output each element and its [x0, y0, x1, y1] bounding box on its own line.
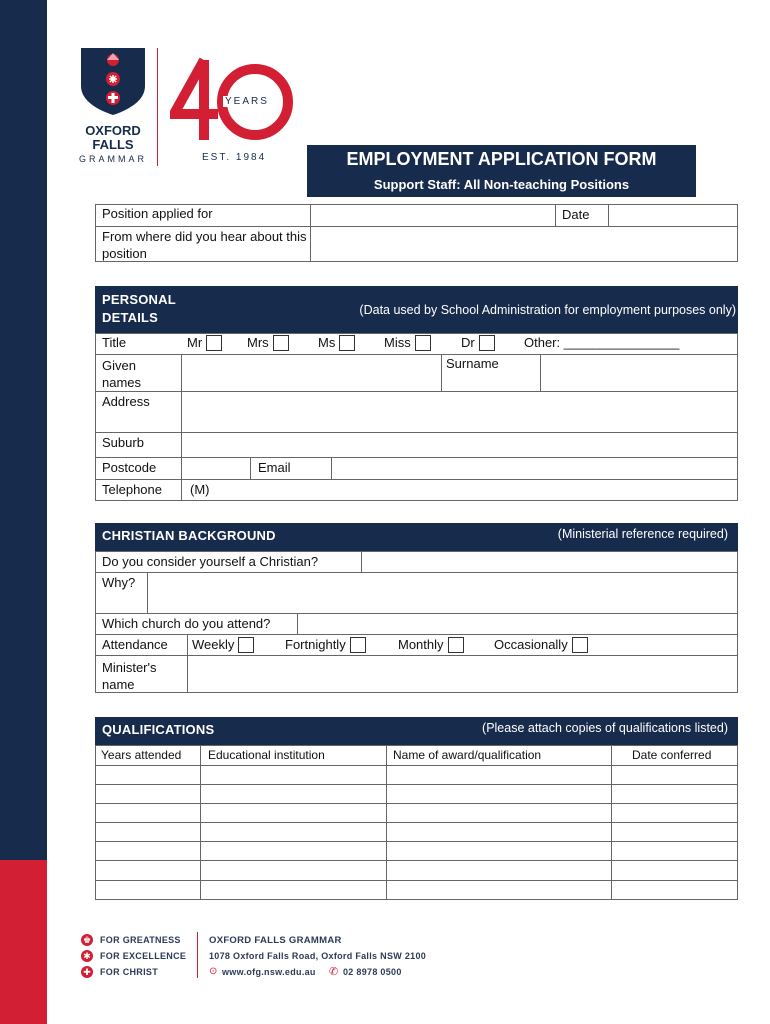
- phone-icon: ✆: [329, 966, 339, 978]
- why-label: Why?: [102, 575, 136, 590]
- years-label: YEARS: [225, 96, 269, 107]
- location-pin-icon: ⊙: [209, 966, 218, 977]
- footer-divider: [197, 932, 198, 978]
- surname-label: Surname: [446, 356, 499, 371]
- title-label: Title: [102, 335, 127, 350]
- greatness-icon: ♚: [82, 935, 92, 945]
- address-label: Address: [102, 394, 150, 409]
- personal-heading-line2: DETAILS: [102, 310, 159, 325]
- excellence-icon: ✱: [81, 950, 93, 962]
- motto-excellence: FOR EXCELLENCE: [100, 951, 187, 961]
- personal-details-header: [95, 286, 738, 333]
- footer-website[interactable]: www.ofg.nsw.edu.au: [222, 967, 316, 977]
- telephone-label: Telephone: [102, 482, 162, 497]
- christian-background-header: [95, 523, 738, 551]
- surname-input[interactable]: [542, 356, 736, 390]
- school-name: OXFORD FALLS GRAMMAR: [79, 123, 147, 164]
- address-input[interactable]: [183, 393, 736, 431]
- hear-about-label: From where did you hear about this position: [102, 229, 307, 261]
- col-date-conferred: Date conferred: [632, 748, 712, 762]
- date-input[interactable]: [610, 206, 736, 224]
- church-label: Which church do you attend?: [102, 616, 271, 631]
- date-label: Date: [562, 207, 590, 222]
- monthly-checkbox[interactable]: [448, 637, 464, 653]
- fortnightly-checkbox[interactable]: [350, 637, 366, 653]
- given-names-label: Given names: [102, 358, 142, 390]
- ms-checkbox[interactable]: [339, 335, 355, 351]
- position-applied-label: Position applied for: [102, 206, 213, 221]
- qualifications-note: (Please attach copies of qualifications listed): [482, 721, 728, 735]
- footer-school-name: OXFORD FALLS GRAMMAR: [209, 935, 342, 946]
- personal-note: (Data used by School Administration for employment purposes only): [359, 303, 736, 317]
- church-input[interactable]: [299, 615, 736, 633]
- motto-greatness: FOR GREATNESS: [100, 935, 181, 945]
- weekly-checkbox[interactable]: [238, 637, 254, 653]
- miss-checkbox[interactable]: [415, 335, 431, 351]
- minister-name-label: Minister's name: [102, 660, 157, 692]
- attendance-weekly[interactable]: Weekly: [192, 637, 254, 653]
- title-other-field[interactable]: Other: ________________: [524, 335, 680, 350]
- suburb-label: Suburb: [102, 435, 144, 450]
- qualifications-heading: QUALIFICATIONS: [102, 722, 215, 737]
- side-bar-navy: [0, 0, 47, 860]
- postcode-label: Postcode: [102, 460, 157, 475]
- side-bar-red: [0, 860, 47, 1024]
- logo-divider: [157, 48, 158, 166]
- motto-christ: FOR CHRIST: [100, 967, 158, 977]
- school-crest-icon: [78, 46, 148, 116]
- given-names-input[interactable]: [183, 356, 439, 390]
- attendance-monthly[interactable]: Monthly: [398, 637, 464, 653]
- form-title: EMPLOYMENT APPLICATION FORM: [346, 149, 657, 169]
- position-applied-input[interactable]: [312, 206, 553, 224]
- attendance-occasionally[interactable]: Occasionally: [494, 637, 588, 653]
- why-input[interactable]: [149, 574, 736, 612]
- footer-address: 1078 Oxford Falls Road, Oxford Falls NSW 2100: [209, 951, 427, 961]
- col-years-attended: Years attended: [101, 748, 182, 762]
- personal-heading-line1: PERSONAL: [102, 292, 176, 307]
- title-option-ms[interactable]: Ms: [318, 335, 355, 351]
- title-option-dr[interactable]: Dr: [461, 335, 495, 351]
- occasionally-checkbox[interactable]: [572, 637, 588, 653]
- footer-phone: 02 8978 0500: [343, 967, 402, 977]
- attendance-label: Attendance: [102, 637, 168, 652]
- christian-heading: CHRISTIAN BACKGROUND: [102, 528, 276, 543]
- postcode-input[interactable]: [183, 459, 249, 478]
- attendance-fortnightly[interactable]: Fortnightly: [285, 637, 366, 653]
- mr-checkbox[interactable]: [206, 335, 222, 351]
- email-input[interactable]: [333, 459, 736, 478]
- form-subtitle: Support Staff: All Non-teaching Positions: [373, 177, 630, 192]
- suburb-input[interactable]: [183, 434, 736, 456]
- dr-checkbox[interactable]: [479, 335, 495, 351]
- christian-note: (Ministerial reference required): [557, 527, 728, 541]
- qualifications-header: [95, 717, 738, 745]
- title-option-mr[interactable]: Mr: [187, 335, 222, 351]
- telephone-input[interactable]: [215, 481, 736, 500]
- title-option-miss[interactable]: Miss: [384, 335, 431, 351]
- title-option-mrs[interactable]: Mrs: [247, 335, 289, 351]
- col-educational-institution: Educational institution: [208, 748, 325, 762]
- mrs-checkbox[interactable]: [273, 335, 289, 351]
- col-award-name: Name of award/qualification: [393, 748, 542, 762]
- mobile-label: (M): [190, 482, 210, 497]
- christ-cross-icon: ✚: [81, 966, 93, 978]
- form-title-banner: [307, 145, 696, 197]
- hear-about-input[interactable]: [312, 228, 736, 260]
- minister-name-input[interactable]: [189, 657, 736, 692]
- est-label: EST. 1984: [202, 152, 267, 163]
- consider-christian-label: Do you consider yourself a Christian?: [102, 554, 319, 569]
- consider-christian-input[interactable]: [363, 553, 736, 571]
- email-label: Email: [258, 460, 291, 475]
